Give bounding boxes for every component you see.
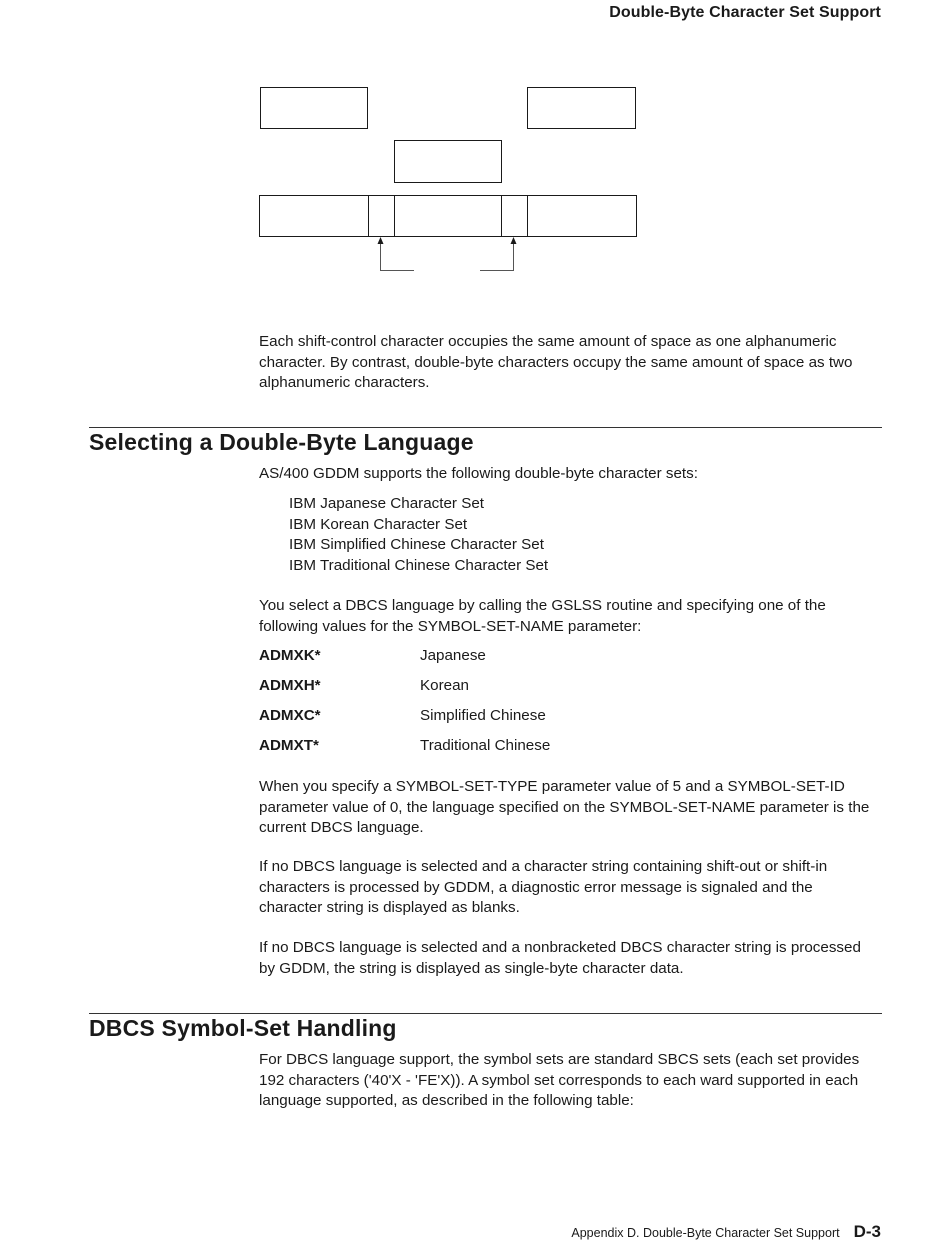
diagram-dbcs-box <box>395 141 502 183</box>
diagram-sbcs-box-left <box>261 88 368 129</box>
value-term: ADMXH* <box>259 677 321 694</box>
value-description: Japanese <box>420 647 486 664</box>
page-footer <box>571 1222 881 1242</box>
diagram-sbcs-box-right <box>528 88 636 129</box>
diagram-shift-out-arrow <box>381 242 415 271</box>
footer-label: Appendix D. Double-Byte Character Set Support <box>571 1226 840 1240</box>
charset-item: IBM Korean Character Set <box>289 515 468 533</box>
value-row <box>259 736 859 766</box>
value-term: ADMXK* <box>259 647 321 664</box>
value-row <box>259 646 859 676</box>
value-row <box>259 706 859 736</box>
diagram-shift-out-arrowhead <box>378 237 384 244</box>
section-rule <box>89 1013 882 1014</box>
supports-paragraph: AS/400 GDDM supports the following double-byte character sets: <box>259 465 698 482</box>
symbol-set-handling-paragraph: For DBCS language support, the symbol sets are standard SBCS sets (each set provides 192 characters ('40'X - 'FE'X)). A symbol set corresponds to each ward supported in each language supported, as described in the following table: <box>259 1051 860 1110</box>
value-row <box>259 676 859 706</box>
value-description: Simplified Chinese <box>420 707 546 724</box>
no-language-nonbracketed-paragraph: If no DBCS language is selected and a nonbracketed DBCS character string is processed by GDDM, the string is displayed as single-byte character data. <box>259 939 861 977</box>
shift-character-diagram <box>0 0 950 300</box>
page-number: D-3 <box>853 1222 881 1241</box>
symbol-set-name-values <box>259 646 859 766</box>
charset-list <box>289 494 548 576</box>
diagram-combined-row <box>260 196 637 237</box>
section-rule <box>89 427 882 428</box>
symbol-set-type-paragraph: When you specify a SYMBOL-SET-TYPE parameter value of 5 and a SYMBOL-SET-ID parameter value of 0, the language specified on the SYMBOL-SET-NAME parameter is the current DBCS language. <box>259 778 870 837</box>
section-heading-symbol-set-handling: DBCS Symbol-Set Handling <box>89 1015 397 1041</box>
value-description: Korean <box>420 677 469 694</box>
section-heading-selecting-language: Selecting a Double-Byte Language <box>89 429 474 455</box>
value-term: ADMXC* <box>259 707 321 724</box>
charset-item: IBM Japanese Character Set <box>289 495 485 512</box>
diagram-shift-in-arrowhead <box>511 237 517 244</box>
intro-paragraph: Each shift-control character occupies the same amount of space as one alphanumeric character. By contrast, double-byte characters occupy the same amount of space as two alphanumeric characters. <box>259 333 853 392</box>
diagram-shift-in-arrow <box>480 242 514 271</box>
charset-item: IBM Traditional Chinese Character Set <box>289 556 549 574</box>
select-language-paragraph: You select a DBCS language by calling the GSLSS routine and specifying one of the following values for the SYMBOL-SET-NAME parameter: <box>259 597 826 635</box>
no-language-shift-paragraph: If no DBCS language is selected and a character string containing shift-out or shift-in characters is processed by GDDM, a diagnostic error message is signaled and the character string is displayed as blanks. <box>259 858 828 917</box>
charset-item: IBM Simplified Chinese Character Set <box>289 536 544 554</box>
value-description: Traditional Chinese <box>420 737 551 754</box>
running-head: Double-Byte Character Set Support <box>609 4 881 21</box>
value-term: ADMXT* <box>259 737 319 754</box>
